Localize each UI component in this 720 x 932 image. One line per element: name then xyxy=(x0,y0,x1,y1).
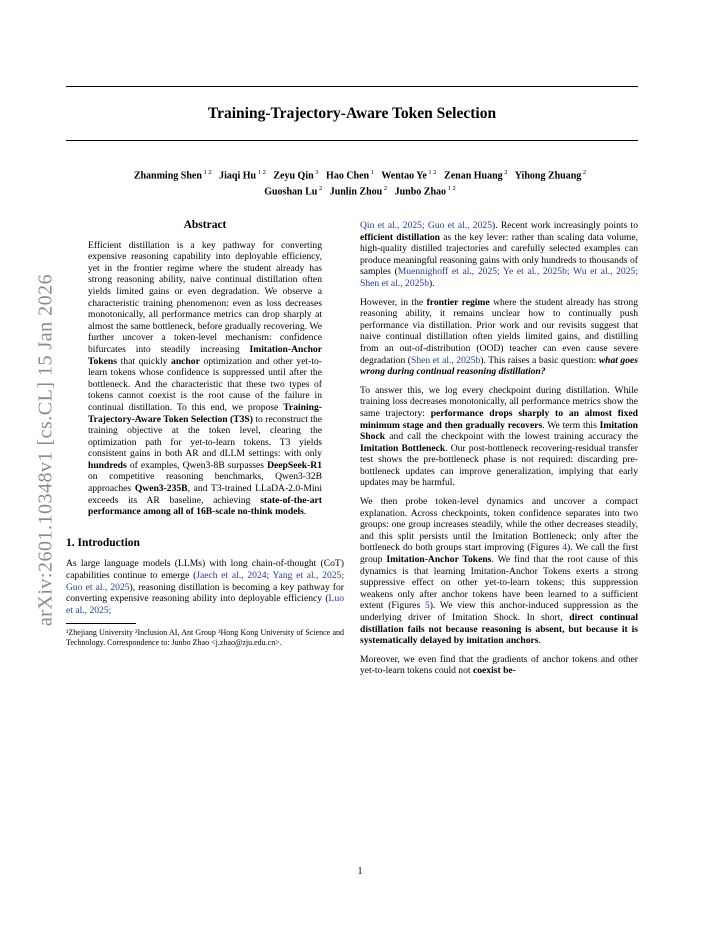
top-rule xyxy=(66,86,638,87)
bold-text: Imitation-Anchor Tokens xyxy=(386,554,492,566)
body-text: and call the checkpoint with the lowest training accuracy the xyxy=(385,431,638,443)
author-affiliation-marker: 2 xyxy=(581,169,587,176)
bold-text: efficient distillation xyxy=(360,231,441,243)
citation-link[interactable]: Luo et al., 2025; xyxy=(66,593,344,616)
body-text: of examples, Qwen3-8B surpasses xyxy=(126,459,268,471)
body-text: However, in the xyxy=(360,296,427,308)
body-text: . We find that the root cause of this dynamics is that learning Imitation-Anchor Tokens exerts a strong suppressive effect on other yet-to-learn tokens; this suppression weakens only after anchor tokens have been learned to a sufficient extent (Figures xyxy=(360,554,639,612)
author-name: Junbo Zhao xyxy=(394,186,447,198)
body-text: ). This raises a basic question: xyxy=(480,354,599,366)
citation-link[interactable]: 4 xyxy=(562,542,567,554)
body-text: , and T3-trained LLaDA-2.0-Mini exceeds its AR baseline, achieving xyxy=(88,483,322,506)
body-text: where the student already has strong reasoning ability, it remains unclear how to continually push performance via distillation. Prior work and our revisits suggest that naive continual distillation often yields limited gains, and distilling from an out-of-distribution (OOD) teacher can even cause severe degradation ( xyxy=(360,296,638,366)
author-affiliation-marker: 2 xyxy=(382,185,388,193)
body-text: on competitive reasoning benchmarks, Qwen3-32B approaches xyxy=(88,471,322,495)
bold-text: Imitation-Anchor Tokens xyxy=(88,343,322,367)
body-text: that quickly xyxy=(116,355,172,367)
author-name: Hao Chen xyxy=(326,170,370,182)
body-text: ). We call the first group xyxy=(360,542,638,566)
left-column xyxy=(66,220,344,648)
arxiv-identifier[interactable]: arXiv:2601.10348v1 [cs.CL] 15 Jan 2026 xyxy=(34,273,57,627)
bold-text: state-of-the-art performance among all of 16B-scale no-think models xyxy=(88,494,322,518)
body-text: ), reasoning distillation is becoming a key pathway for converting expensive reasoning ability into deployable efficiency ( xyxy=(66,581,344,605)
citation-link[interactable]: Jaech et al., 2024; Yang et al., 2025; Guo et al., 2025 xyxy=(66,570,344,593)
page-number: 1 xyxy=(357,866,363,877)
author-affiliation-marker: 1 2 xyxy=(256,169,266,176)
author-affiliation-marker: 2 xyxy=(317,185,323,193)
author-list xyxy=(80,166,640,199)
author-affiliation-marker: 1 2 xyxy=(201,169,212,176)
body-paragraph xyxy=(360,496,638,647)
footnote-rule xyxy=(66,623,136,624)
body-text: ). We view this anchor-induced suppression as the underlying driver of Imitation Shock. In short, xyxy=(360,600,638,623)
right-column xyxy=(360,220,638,684)
introduction-heading: 1. Introduction xyxy=(66,536,140,549)
paper-title: Training-Trajectory-Aware Token Selection xyxy=(207,105,497,122)
abstract-heading: Abstract xyxy=(183,219,227,231)
author-name: Jiaqi Hu xyxy=(219,170,257,182)
abstract-text xyxy=(88,240,322,518)
body-paragraph xyxy=(360,385,638,489)
bold-text: hundreds xyxy=(88,459,127,471)
citation-link[interactable]: Muennighoff et al., 2025; Ye et al., 2025b; Wu et al., 2025; Shen et al., 2025b xyxy=(360,266,638,289)
citation-link[interactable]: 5 xyxy=(424,600,430,612)
author-affiliation-marker: 1 2 xyxy=(426,169,437,176)
body-text: ). Recent work increasingly points to xyxy=(492,220,638,231)
bold-text: direct continual distillation fails not because reasoning is absent, but because it is systematically delayed by imitation anchors xyxy=(360,612,638,647)
emphasis-text: what goes wrong during continual reasoning distillation? xyxy=(360,354,638,378)
body-text: To answer this, we log every checkpoint during distillation. While training loss decreases monotonically, all performance metrics show the same trajectory: xyxy=(360,384,638,419)
bold-text: Qwen3-235B xyxy=(134,483,188,495)
author-name: Wentao Ye xyxy=(381,170,427,182)
bold-text: Imitation Bottleneck xyxy=(360,442,446,454)
intro-paragraph xyxy=(66,558,344,616)
bold-text: coexist be- xyxy=(472,665,516,677)
author-line-1 xyxy=(80,166,640,182)
author-name: Yihong Zhuang xyxy=(514,170,582,182)
affiliation-footnote: ¹Zhejiang University ²Inclusion AI, Ant Group ³Hong Kong University of Science and Technology. Correspondence to: Junbo Zhao <j.zhao@zju.edu.cn>. xyxy=(66,628,344,647)
body-paragraph xyxy=(360,654,638,677)
body-text: We then probe token-level dynamics and uncover a compact explanation. Across checkpoints, token confidence separates into two groups: one group increases steadily, while the other decreases steadily, and this split persists until the Imitation Bottleneck; only after the bottleneck do both groups start improving (Figures xyxy=(360,496,638,554)
author-affiliation-marker: 2 xyxy=(502,169,508,176)
body-text: ). xyxy=(429,277,435,289)
body-text: Moreover, we even find that the gradients of anchor tokens and other yet-to-learn tokens could not xyxy=(360,653,638,677)
bold-text: Imitation Shock xyxy=(360,419,639,443)
author-name: Junlin Zhou xyxy=(329,186,383,198)
author-affiliation-marker: 1 2 xyxy=(446,185,456,193)
title-rule xyxy=(66,140,638,141)
author-name: Zeyu Qin xyxy=(273,170,314,182)
citation-link[interactable]: Shen et al., 2025b xyxy=(410,354,481,366)
body-text: . Our post-bottleneck recovering-residual transfer test shows the pre-bottleneck phase is not required: discarding pre-bottleneck updates can improve generalization, implying that early updates may be harmful. xyxy=(360,442,638,489)
body-paragraph xyxy=(360,220,638,290)
author-name: Zhanming Shen xyxy=(133,170,202,182)
author-name: Zenan Huang xyxy=(444,170,503,182)
body-text: to reconstruct the training objective at the token level, clearing the optimization path for yet-to-learn tokens. T3 yields consistent gains in both AR and dLLM settings: with only xyxy=(88,413,322,460)
bold-text: performance drops sharply to an almost fixed minimum stage and then gradually recovers xyxy=(360,407,638,431)
bold-text: Training-Trajectory-Aware Token Selection (T3S) xyxy=(88,401,322,425)
bold-text: frontier regime xyxy=(426,296,490,308)
body-text: optimization and other yet-to-learn tokens whose confidence is suppressed until after the bottleneck. And the characteristic that these two types of tokens cannot coexist is the root cause of the failure in continual distillation. To this end, we propose xyxy=(88,355,322,413)
author-name: Guoshan Lu xyxy=(264,186,318,198)
author-affiliation-marker: 3 xyxy=(313,169,319,176)
body-text: . We term this xyxy=(542,419,600,431)
body-text: . xyxy=(303,506,307,518)
bold-text: anchor xyxy=(171,355,200,367)
author-line-2 xyxy=(80,182,640,198)
bold-text: DeepSeek-R1 xyxy=(267,459,322,471)
body-text: As large language models (LLMs) with long chain-of-thought (CoT) capabilities continue to emerge ( xyxy=(66,558,344,582)
body-text: Efficient distillation is a key pathway for converting expensive reasoning capability into deployable efficiency, yet in the frontier regime where the student already has strong reasoning ability, naive continual distillation often yields limited gains or even degradation. We observe a characteristic training phenomenon: even as loss decreases monotonically, all performance metrics can drop sharply at almost the same bottleneck, before gradually recovering. We further uncover a token-level mechanism: confidence bifurcates into steadily increasing xyxy=(88,239,322,355)
body-text: . xyxy=(538,635,541,647)
author-affiliation-marker: 1 xyxy=(369,169,374,176)
body-text: as the key lever: rather than scaling data volume, high-quality distilled trajectories and carefully selected examples can produce meaningful reasoning gains with only hundreds to thousands of samples ( xyxy=(360,231,639,278)
body-paragraph xyxy=(360,297,638,378)
citation-link[interactable]: Qin et al., 2025; Guo et al., 2025 xyxy=(360,220,492,231)
